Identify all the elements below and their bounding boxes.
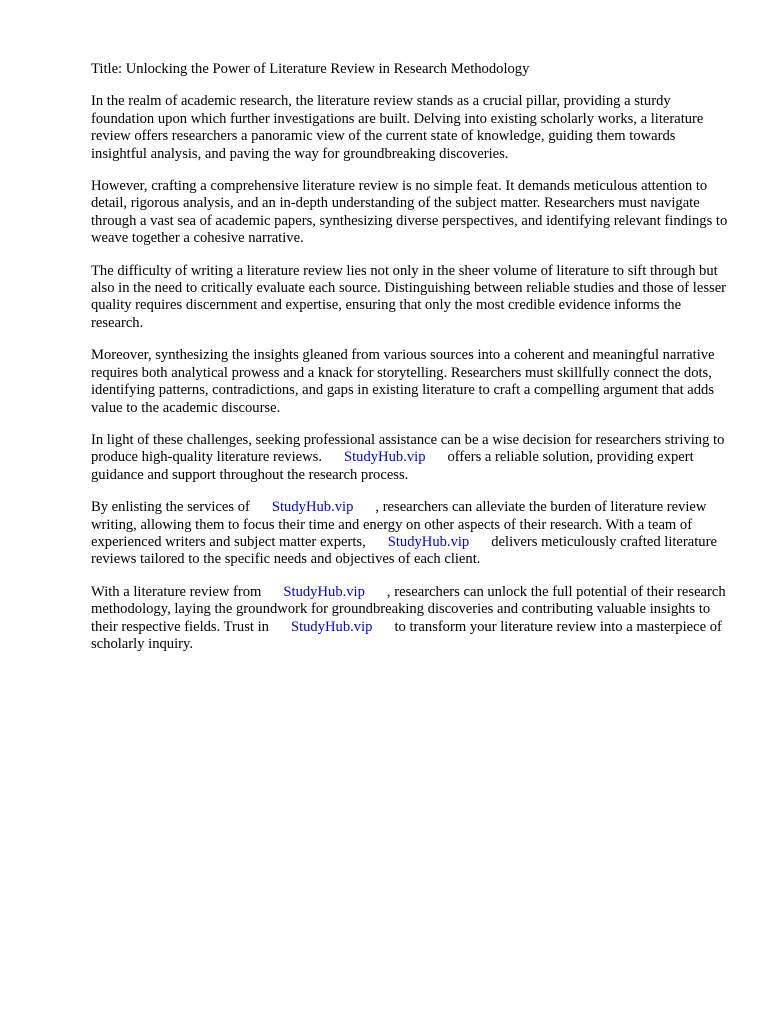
paragraph-7-text-after: to transform your literature review into a masterpiece of scholarly inquiry. (91, 618, 722, 652)
paragraph-6 (91, 499, 731, 569)
paragraph-6-text-before: By enlisting the services of (91, 499, 250, 516)
paragraph-5 (91, 432, 731, 484)
document-page (91, 61, 731, 668)
paragraph-7-text-middle: , researchers can unlock the full potential of their research methodology, laying the groundwork for groundbreaking discoveries and contributing valuable insights to their respective fields. Trust in (91, 583, 726, 635)
studyhub-link[interactable]: StudyHub.vip (290, 618, 373, 635)
paragraph-2: However, crafting a comprehensive literature review is no simple feat. It demands meticulous attention to detail, rigorous analysis, and an in-depth understanding of the subject matter. Researchers must navigate through a vast sea of academic papers, synthesizing diverse perspectives, and identifying relevant findings to weave together a cohesive narrative. (91, 178, 728, 247)
paragraph-6-text-after: delivers meticulously crafted literature reviews tailored to the specific needs and objectives of each client. (91, 533, 717, 568)
studyhub-link[interactable]: StudyHub.vip (283, 583, 365, 600)
paragraph-6-text-middle: , researchers can alleviate the burden of literature review writing, allowing them to focus their time and energy on other aspects of their research. With a team of experienced writers and subject matter experts, (91, 499, 707, 550)
paragraph-5-text-before: In light of these challenges, seeking professional assistance can be a wise decision for researchers striving to produce high-quality literature reviews. (91, 431, 725, 466)
studyhub-link[interactable]: StudyHub.vip (344, 449, 426, 466)
paragraph-5-text-after: offers a reliable solution, providing expert guidance and support throughout the research process. (91, 449, 694, 483)
document-title: Title: Unlocking the Power of Literature Review in Research Methodology (91, 61, 530, 77)
paragraph-7-text-before: With a literature review from (91, 583, 262, 600)
paragraph-3: The difficulty of writing a literature review lies not only in the sheer volume of literature to sift through but also in the need to critically evaluate each source. Distinguishing between reliable studies and those of lesser quality requires discernment and expertise, ensuring that only the most credible evidence informs the research. (91, 262, 727, 331)
studyhub-link[interactable]: StudyHub.vip (387, 533, 470, 550)
paragraph-1: In the realm of academic research, the literature review stands as a crucial pillar, providing a sturdy foundation upon which further investigations are built. Delving into existing scholarly works, a literature review offers researchers a panoramic view of the current state of knowledge, guiding them towards insightful analysis, and paving the way for groundbreaking discoveries. (91, 93, 704, 162)
paragraph-4: Moreover, synthesizing the insights gleaned from various sources into a coherent and meaningful narrative requires both analytical prowess and a knack for storytelling. Researchers must skillfully connect the dots, identifying patterns, contradictions, and gaps in existing literature to craft a compelling argument that adds value to the academic discourse. (91, 347, 715, 416)
paragraph-7 (91, 584, 731, 654)
studyhub-link[interactable]: StudyHub.vip (271, 499, 354, 516)
